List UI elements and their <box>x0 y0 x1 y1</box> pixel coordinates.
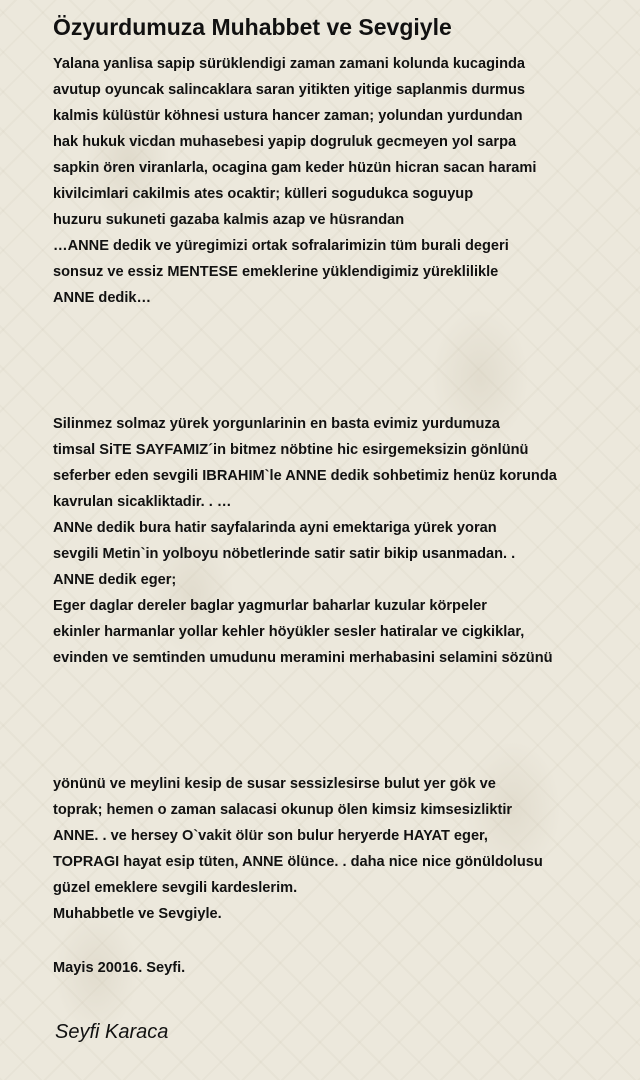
poem-line: kalmis külüstür köhnesi ustura hancer zaman; yolundan yurdundan <box>53 108 523 124</box>
poem-title: Özyurdumuza Muhabbet ve Sevgiyle <box>53 14 452 40</box>
poem-line: toprak; hemen o zaman salacasi okunup ölen kimsiz kimsesizliktir <box>53 802 513 818</box>
poem-line: TOPRAGI hayat esip tüten, ANNE ölünce. . daha nice nice gönüldolusu <box>53 854 543 870</box>
poem-line: sonsuz ve essiz MENTESE emeklerine yüklendigimiz yüreklilikle <box>53 264 499 280</box>
poem-line: timsal SiTE SAYFAMIZ´in bitmez nöbtine hic esirgemeksizin gönlünü <box>53 442 529 458</box>
poem-line: huzuru sukuneti gazaba kalmis azap ve hüsrandan <box>53 212 405 228</box>
poem-line: avutup oyuncak salincaklara saran yitikten yitige saplanmis durmus <box>53 82 526 98</box>
poem-line: ANNe dedik bura hatir sayfalarinda ayni emektariga yürek yoran <box>53 520 497 536</box>
poem-line: Eger daglar dereler baglar yagmurlar baharlar kuzular körpeler <box>53 598 487 614</box>
poem-line: seferber eden sevgili IBRAHIM`le ANNE dedik sohbetimiz henüz korunda <box>53 468 557 484</box>
poem-line: Muhabbetle ve Sevgiyle. <box>53 906 222 922</box>
poem-line: Silinmez solmaz yürek yorgunlarinin en basta evimiz yurdumuza <box>53 416 500 432</box>
poem-line: yönünü ve meylini kesip de susar sessizlesirse bulut yer gök ve <box>53 776 496 792</box>
poem-line: ANNE. . ve hersey O`vakit ölür son bulur heryerde HAYAT eger, <box>53 828 488 844</box>
poem-stanza-3 <box>53 771 633 927</box>
poem-line: sevgili Metin`in yolboyu nöbetlerinde satir satir bikip usanmadan. . <box>53 546 516 562</box>
poem-date: Mayis 20016. Seyfi. <box>53 960 186 976</box>
poem-line: …ANNE dedik ve yüregimizi ortak sofralarimizin tüm burali degeri <box>53 238 509 254</box>
poem-line: evinden ve semtinden umudunu meramini merhabasini selamini sözünü <box>53 650 553 666</box>
poem-stanza-1 <box>53 51 633 311</box>
author-signature: Seyfi Karaca <box>55 1021 169 1043</box>
poem-line: hak hukuk vicdan muhasebesi yapip dogruluk gecmeyen yol sarpa <box>53 134 517 150</box>
poem-line: Yalana yanlisa sapip sürüklendigi zaman zamani kolunda kucaginda <box>53 56 526 72</box>
poem-line: sapkin ören viranlarla, ocagina gam keder hüzün hicran sacan harami <box>53 160 537 176</box>
poem-line: kivilcimlari cakilmis ates ocaktir; külleri sogudukca soguyup <box>53 186 474 202</box>
poem-line: kavrulan sicakliktadir. . … <box>53 494 232 510</box>
poem-line: ANNE dedik eger; <box>53 572 177 588</box>
poem-line: ANNE dedik… <box>53 290 152 306</box>
poem-line: ekinler harmanlar yollar kehler höyükler sesler hatiralar ve cigkiklar, <box>53 624 525 640</box>
poem-line: güzel emeklere sevgili kardeslerim. <box>53 880 298 896</box>
poem-stanza-2 <box>53 411 633 671</box>
